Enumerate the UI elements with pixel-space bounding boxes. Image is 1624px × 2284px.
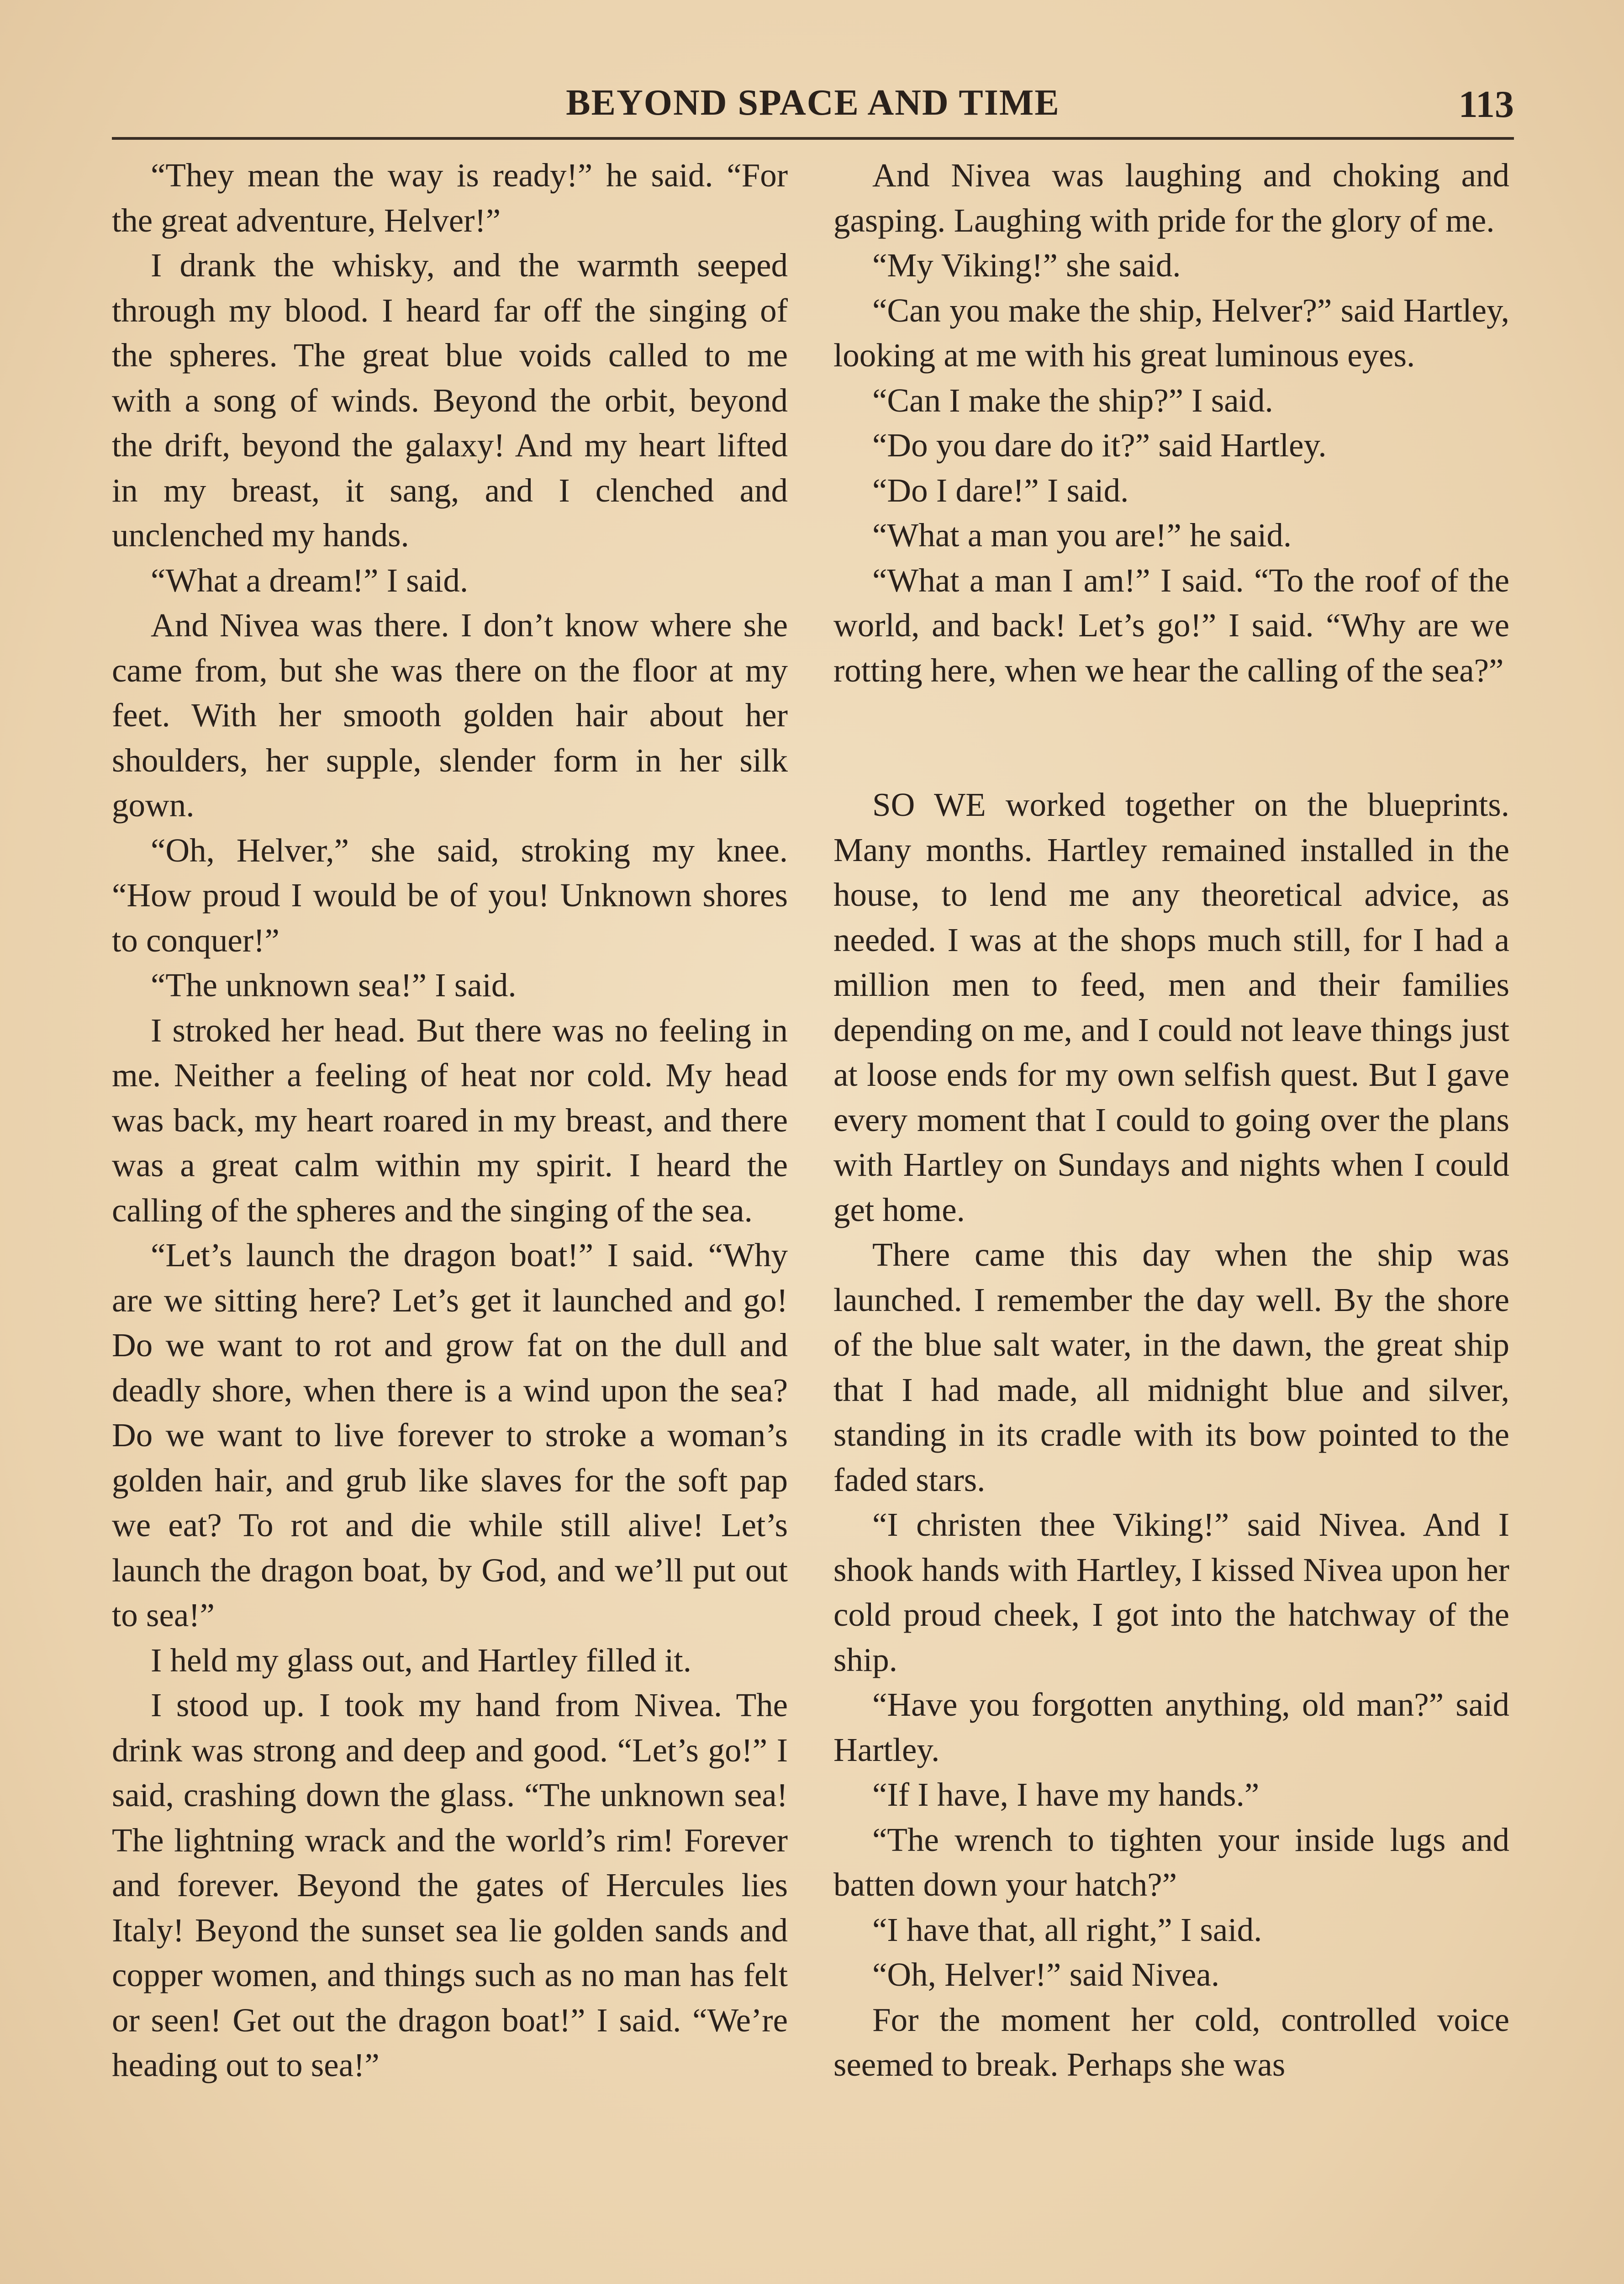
paragraph: “I have that, all right,” I said.	[872, 1911, 1262, 1948]
paragraph: “Do I dare!” I said.	[872, 471, 1129, 509]
paragraph: I stroked her head. But there was no feeling in me. Neither a feeling of heat nor cold. My head was back, my heart roared in my breast, and there was a great calm within my spirit. I heard the calling of the spheres and the singing of the sea.	[112, 1011, 788, 1229]
paragraph: “The unknown sea!” I said.	[151, 967, 517, 1004]
paragraph: I held my glass out, and Hartley filled it.	[151, 1641, 691, 1679]
paragraph: “Let’s launch the dragon boat!” I said. “Why are we sitting here? Let’s get it launched and go! Do we want to rot and grow fat on the dull and deadly shore, when there is a wind upon the sea? Do we want to live forever to stroke a woman’s golden hair, and grub like slaves for the soft pap we eat? To rot and die while still alive! Let’s launch the dragon boat, by God, and we’ll put out to sea!”	[112, 1237, 788, 1634]
paragraph: “What a man I am!” I said. “To the roof of the world, and back! Let’s go!” I said. “Why are we rotting here, when we hear the calling of the sea?”	[833, 561, 1509, 689]
paragraph: “Oh, Helver,” she said, stroking my knee. “How proud I would be of you! Unknown shores to conquer!”	[112, 831, 788, 959]
paragraph: “If I have, I have my hands.”	[872, 1776, 1260, 1813]
paragraph: “My Viking!” she said.	[872, 247, 1181, 284]
paragraph: “The wrench to tighten your inside lugs and batten down your hatch?”	[833, 1821, 1509, 1903]
paragraph: “Can I make the ship?” I said.	[872, 381, 1273, 419]
paragraph: “Have you forgotten anything, old man?” said Hartley.	[833, 1686, 1509, 1768]
running-header	[112, 82, 1514, 140]
paragraph: For the moment her cold, controlled voice seemed to break. Perhaps she was	[833, 2001, 1509, 2083]
paragraph: And Nivea was there. I don’t know where she came from, but she was there on the floor at my feet. With her smooth golden hair about her shoulders, her supple, slender form in her silk gown.	[112, 607, 788, 824]
left-column	[112, 153, 788, 2088]
paragraph: “They mean the way is ready!” he said. “For the great adventure, Helver!”	[112, 157, 788, 239]
paragraph: I stood up. I took my hand from Nivea. The drink was strong and deep and good. “Let’s go!” I said, crashing down the glass. “The unknown sea! The lightning wrack and the world’s rim! Forever and forever. Beyond the gates of Hercules lies Italy! Beyond the sunset sea lie golden sands and copper women, and things such as no man has felt or seen! Get out the dragon boat!” I said. “We’re heading out to sea!”	[112, 1687, 788, 2083]
paragraph: “I christen thee Viking!” said Nivea. And I shook hands with Hartley, I kissed Nivea upon her cold proud cheek, I got into the hatchway of the ship.	[833, 1506, 1509, 1678]
paragraph: And Nivea was laughing and choking and gasping. Laughing with pride for the glory of me.	[833, 157, 1509, 239]
section-start-paragraph: SO WE worked together on the blueprints. Many months. Hartley remained installed in the house, to lend me any theoretical advice, as needed. I was at the shops much still, for I had a million men to feed, men and their families depending on me, and I could not leave things just at loose ends for my own selfish quest. But I gave every moment that I could to going over the plans with Hartley on Sundays and nights when I could get home.	[833, 786, 1509, 1228]
paragraph: “Oh, Helver!” said Nivea.	[872, 1956, 1220, 1993]
paragraph: “What a man you are!” he said.	[872, 517, 1292, 554]
paragraph: “What a dream!” I said.	[151, 561, 469, 599]
paragraph: “Can you make the ship, Helver?” said Hartley, looking at me with his great luminous eyes.	[833, 291, 1509, 374]
running-title: BEYOND SPACE AND TIME	[566, 83, 1060, 123]
page-number: 113	[1458, 83, 1514, 126]
right-column	[833, 153, 1509, 2088]
paragraph: There came this day when the ship was launched. I remember the day well. By the shore of the blue salt water, in the dawn, the great ship that I had made, all midnight blue and silver, standing in its cradle with its bow pointed to the faded stars.	[833, 1236, 1509, 1498]
paragraph: “Do you dare do it?” said Hartley.	[872, 427, 1327, 464]
paragraph: I drank the whisky, and the warmth seeped through my blood. I heard far off the singing of the spheres. The great blue voids called to me with a song of winds. Beyond the orbit, beyond the drift, beyond the galaxy! And my heart lifted in my breast, it sang, and I clenched and unclenched my hands.	[112, 247, 788, 554]
